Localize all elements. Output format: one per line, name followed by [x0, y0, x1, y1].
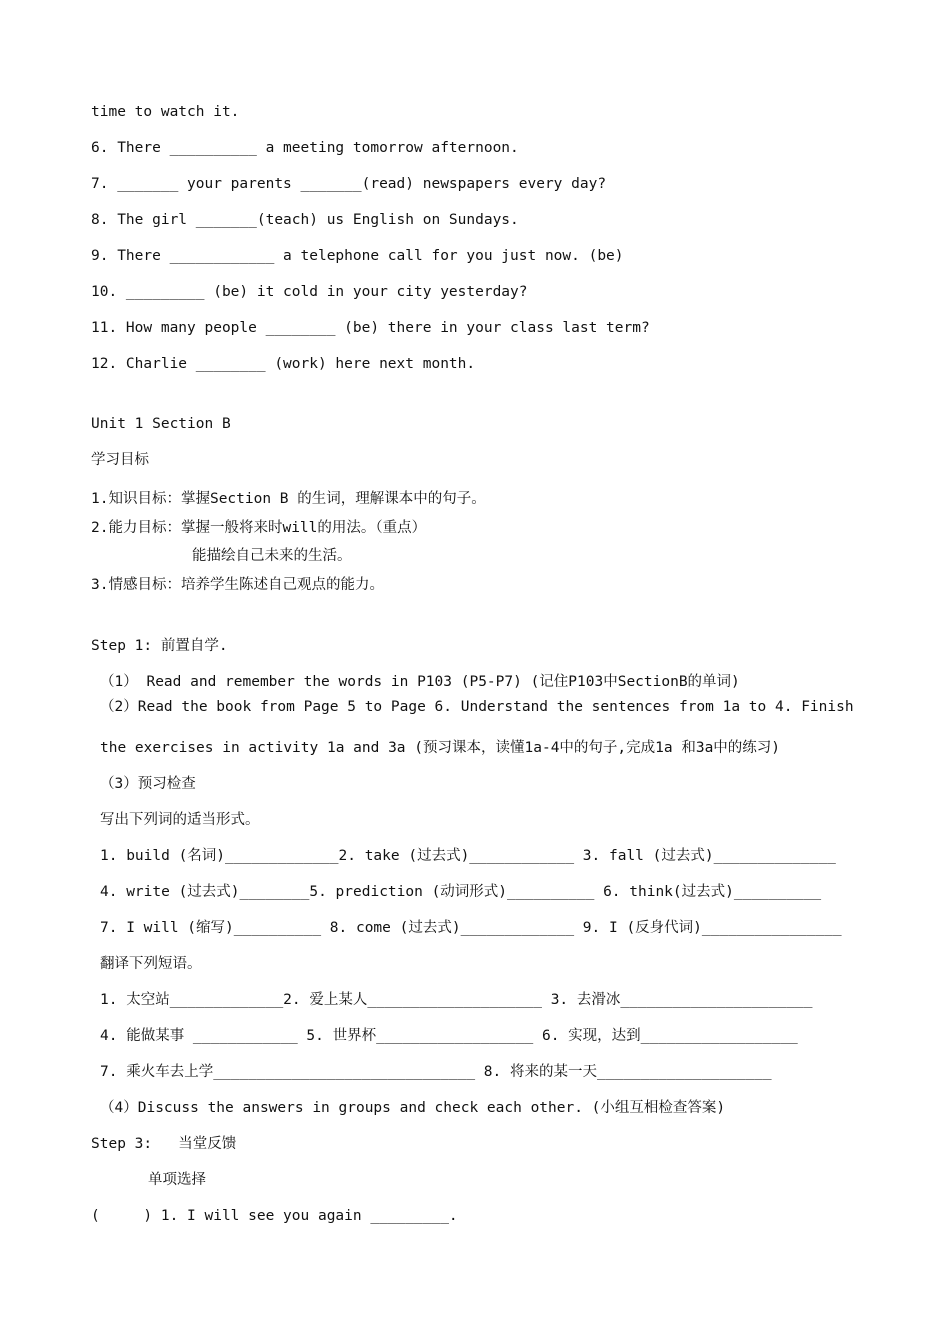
step-1-item-4: （4）Discuss the answers in groups and check each other. (小组互相检查答案): [100, 1100, 726, 1116]
goal-1: 1.知识目标：掌握Section B 的生词，理解课本中的句子。: [91, 491, 486, 507]
exercise-12: 12. Charlie ________ (work) here next month.: [91, 356, 476, 372]
step-3-heading: Step 3: 当堂反馈: [91, 1136, 237, 1152]
goal-2-continued: 能描绘自己未来的生活。: [192, 548, 352, 564]
phrases-row-1: 1. 太空站_____________2. 爱上某人____________________ 3. 去滑冰______________________: [100, 992, 813, 1008]
word-forms-heading: 写出下列词的适当形式。: [100, 812, 260, 828]
question-1: ( ) 1. I will see you again _________.: [91, 1208, 458, 1224]
exercise-10: 10. _________ (be) it cold in your city yesterday?: [91, 284, 528, 300]
goal-2: 2.能力目标：掌握一般将来时will的用法。（重点）: [91, 520, 427, 536]
exercise-9: 9. There ____________ a telephone call for you just now. (be): [91, 248, 624, 264]
step-1-item-2: （2）Read the book from Page 5 to Page 6. Understand the sentences from 1a to 4. Finish: [100, 699, 854, 715]
section-title: Unit 1 Section B: [91, 416, 231, 432]
step-1-heading: Step 1: 前置自学.: [91, 638, 228, 654]
word-forms-row-2: 4. write (过去式)________5. prediction (动词形式)__________ 6. think(过去式)__________: [100, 884, 822, 900]
multiple-choice-heading: 单项选择: [148, 1172, 206, 1188]
word-forms-row-3: 7. I will (缩写)__________ 8. come (过去式)_____________ 9. I (反身代词)________________: [100, 920, 842, 936]
step-1-item-3: （3）预习检查: [100, 776, 196, 792]
word-forms-row-1: 1. build (名词)_____________2. take (过去式)____________ 3. fall (过去式)______________: [100, 848, 836, 864]
phrases-row-2: 4. 能做某事 ____________ 5. 世界杯__________________ 6. 实现，达到__________________: [100, 1028, 798, 1044]
exercise-8: 8. The girl _______(teach) us English on Sundays.: [91, 212, 519, 228]
text-line: time to watch it.: [91, 104, 240, 120]
phrases-row-3: 7. 乘火车去上学______________________________ 8. 将来的某一天____________________: [100, 1064, 772, 1080]
step-1-item-2-continued: the exercises in activity 1a and 3a (预习课本，读懂1a-4中的句子,完成1a 和3a中的练习): [100, 740, 781, 756]
phrases-heading: 翻译下列短语。: [100, 956, 202, 972]
goals-heading: 学习目标: [91, 452, 149, 468]
goal-3: 3.情感目标：培养学生陈述自己观点的能力。: [91, 577, 384, 593]
exercise-6: 6. There __________ a meeting tomorrow afternoon.: [91, 140, 519, 156]
step-1-item-1: （1） Read and remember the words in P103 (P5-P7) (记住P103中SectionB的单词): [100, 674, 740, 690]
exercise-7: 7. _______ your parents _______(read) newspapers every day?: [91, 176, 607, 192]
exercise-11: 11. How many people ________ (be) there in your class last term?: [91, 320, 650, 336]
